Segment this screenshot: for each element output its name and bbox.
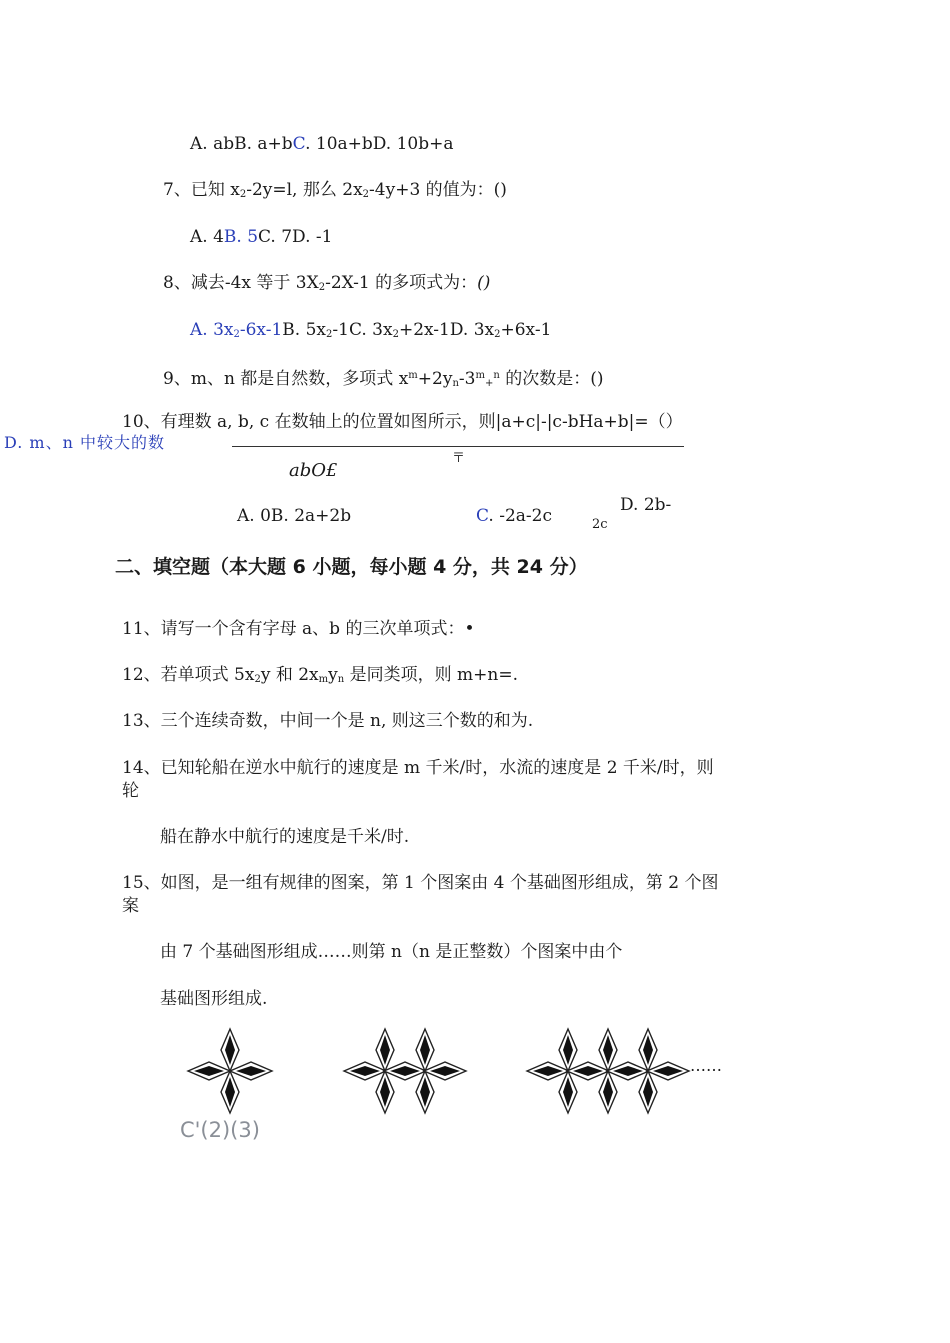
question-8: 8、减去-4x 等于 $3X_2-2X-1$ 的多项式为：()	[163, 273, 491, 293]
q10-option-c: C. -2a-2c	[476, 506, 552, 526]
question-7: 7、已知 $x_2-2y=l$, 那么 $2x_2-4y+3$ 的值为：()	[163, 180, 507, 200]
q9-option-d-overlap: D. m、n 中较大的数	[4, 433, 165, 452]
figure-caption: C'(2)(3)	[180, 1118, 260, 1142]
question-14-line-1: 14、已知轮船在逆水中航行的速度是 m 千米/时，水流的速度是 2 千米/时，则	[122, 758, 714, 778]
question-10: 10、有理数 a, b, c 在数轴上的位置如图所示，则|a+c|-|c-bHa+b|=（）	[122, 412, 683, 432]
number-line-tick-mark: 〒	[452, 451, 466, 466]
pattern-ellipsis: ……	[690, 1056, 722, 1075]
question-15-line-1: 15、如图，是一组有规律的图案，第 1 个图案由 4 个基础图形组成，第 2 个图	[122, 873, 719, 893]
q6-options: A. abB. a+bC. 10a+bD. 10b+a	[190, 134, 454, 154]
question-14-line-2: 轮	[122, 781, 139, 801]
question-11: 11、请写一个含有字母 a、b 的三次单项式：•	[122, 619, 475, 639]
question-14-line-3: 船在静水中航行的速度是千米/时.	[160, 827, 410, 847]
number-line-labels: abO£	[289, 460, 338, 481]
section-2-title: 二、填空题（本大题 6 小题，每小题 4 分，共 24 分）	[115, 556, 588, 578]
pattern-3	[527, 1029, 689, 1113]
question-13: 13、三个连续奇数，中间一个是 n, 则这三个数的和为.	[122, 711, 534, 731]
pattern-2	[344, 1029, 466, 1113]
pattern-1	[188, 1029, 272, 1113]
q8-options: A. $3x_2-6x-1B$. $5x_2-1C$. $3x_2+2x-1D$. $3x_2+6x-1$	[190, 320, 552, 340]
question-15-line-4: 基础图形组成.	[160, 989, 268, 1009]
question-9: 9、m、n 都是自然数，多项式 $x^m+2y_n-3^m_+^n$ 的次数是：()	[163, 369, 604, 389]
number-line	[232, 446, 684, 447]
question-15-line-2: 案	[122, 896, 139, 916]
q10-option-d: D. 2b-	[620, 495, 672, 515]
q10-option-a-b: A. 0B. 2a+2b	[237, 506, 352, 526]
question-12: 12、若单项式 $5x_2y$ 和 $2x_my_n$ 是同类项，则 m+n=.	[122, 665, 518, 685]
question-15-line-3: 由 7 个基础图形组成……则第 n（n 是正整数）个图案中由个	[160, 942, 623, 962]
q10-option-d-cutoff: 2c	[592, 517, 608, 532]
q7-options: A. 4B. 5C. 7D. -1	[190, 227, 333, 247]
